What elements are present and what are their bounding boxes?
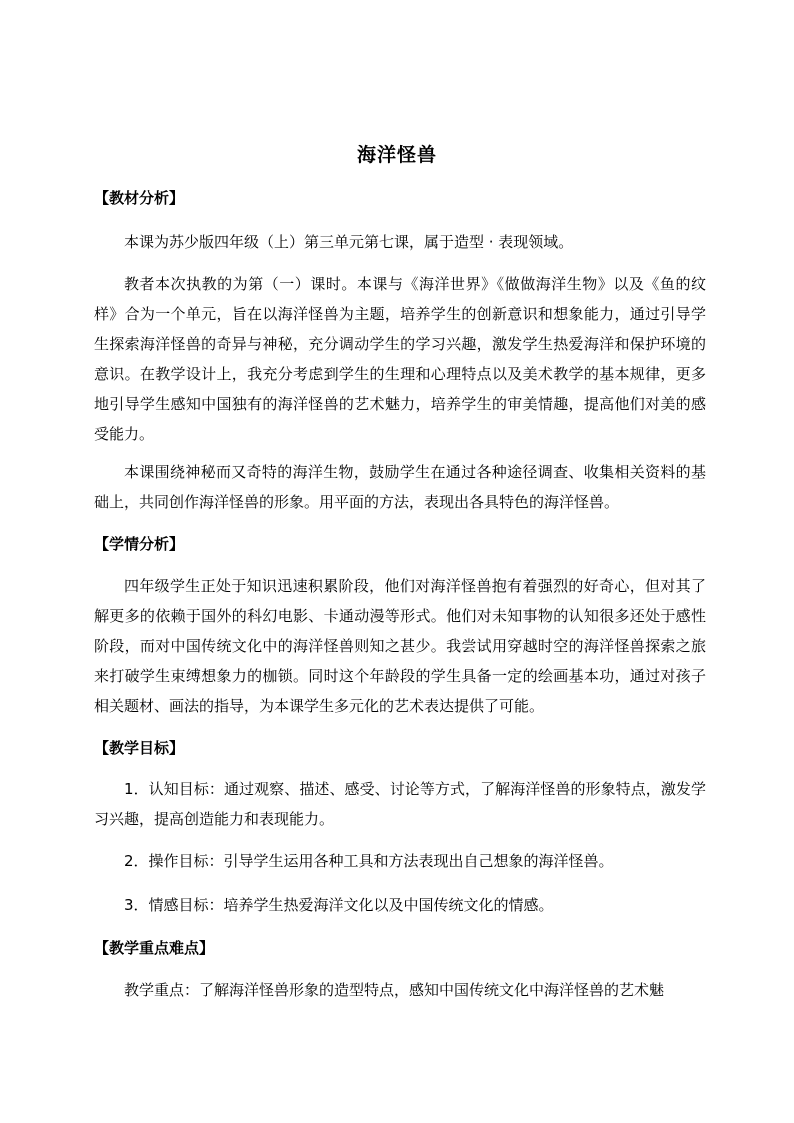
paragraph: 四年级学生正处于知识迅速积累阶段，他们对海洋怪兽抱有着强烈的好奇心，但对其了解更多的依赖于国外的科幻电影、卡通动漫等形式。他们对未知事物的认知很多还处于感性阶段，而对中国传统文化中的海洋怪兽则知之甚少。我尝试用穿越时空的海洋怪兽探索之旅来打破学生束缚想象力的枷锁。同时这个年龄段的学生具备一定的绘画基本功，通过对孩子相关题材、画法的指导，为本课学生多元化的艺术表达提供了可能。: [94, 577, 706, 715]
paragraph: 2．操作目标：引导学生运用各种工具和方法表现出自己想象的海洋怪兽。: [124, 852, 614, 870]
paragraph: 3．情感目标：培养学生热爱海洋文化以及中国传统文化的情感。: [124, 896, 554, 914]
section-heading-textbook-analysis: 【教材分析】: [94, 189, 185, 207]
paragraph: 本课为苏少版四年级（上）第三单元第七课，属于造型 · 表现领域。: [124, 233, 574, 251]
document-title: 海洋怪兽: [356, 144, 437, 166]
paragraph: 1．认知目标：通过观察、描述、感受、讨论等方式，了解海洋怪兽的形象特点，激发学习兴趣，提高创造能力和表现能力。: [94, 780, 706, 828]
paragraph: 本课围绕神秘而又奇特的海洋生物，鼓励学生在通过各种途径调查、收集相关资料的基础上，共同创作海洋怪兽的形象。用平面的方法，表现出各具特色的海洋怪兽。: [94, 463, 706, 511]
section-heading-key-points: 【教学重点难点】: [94, 939, 215, 957]
section-heading-learner-analysis: 【学情分析】: [94, 535, 185, 553]
section-heading-teaching-objectives: 【教学目标】: [94, 739, 185, 757]
paragraph: 教者本次执教的为第（一）课时。本课与《海洋世界》《做做海洋生物》以及《鱼的纹样》合为一个单元，旨在以海洋怪兽为主题，培养学生的创新意识和想象能力，通过引导学生探索海洋怪兽的奇异与神秘，充分调动学生的学习兴趣，激发学生热爱海洋和保护环境的意识。在教学设计上，我充分考虑到学生的生理和心理特点以及美术教学的基本规律，更多地引导学生感知中国独有的海洋怪兽的艺术魅力，培养学生的审美情趣，提高他们对美的感受能力。: [94, 275, 706, 443]
paragraph: 教学重点：了解海洋怪兽形象的造型特点，感知中国传统文化中海洋怪兽的艺术魅: [124, 981, 665, 999]
